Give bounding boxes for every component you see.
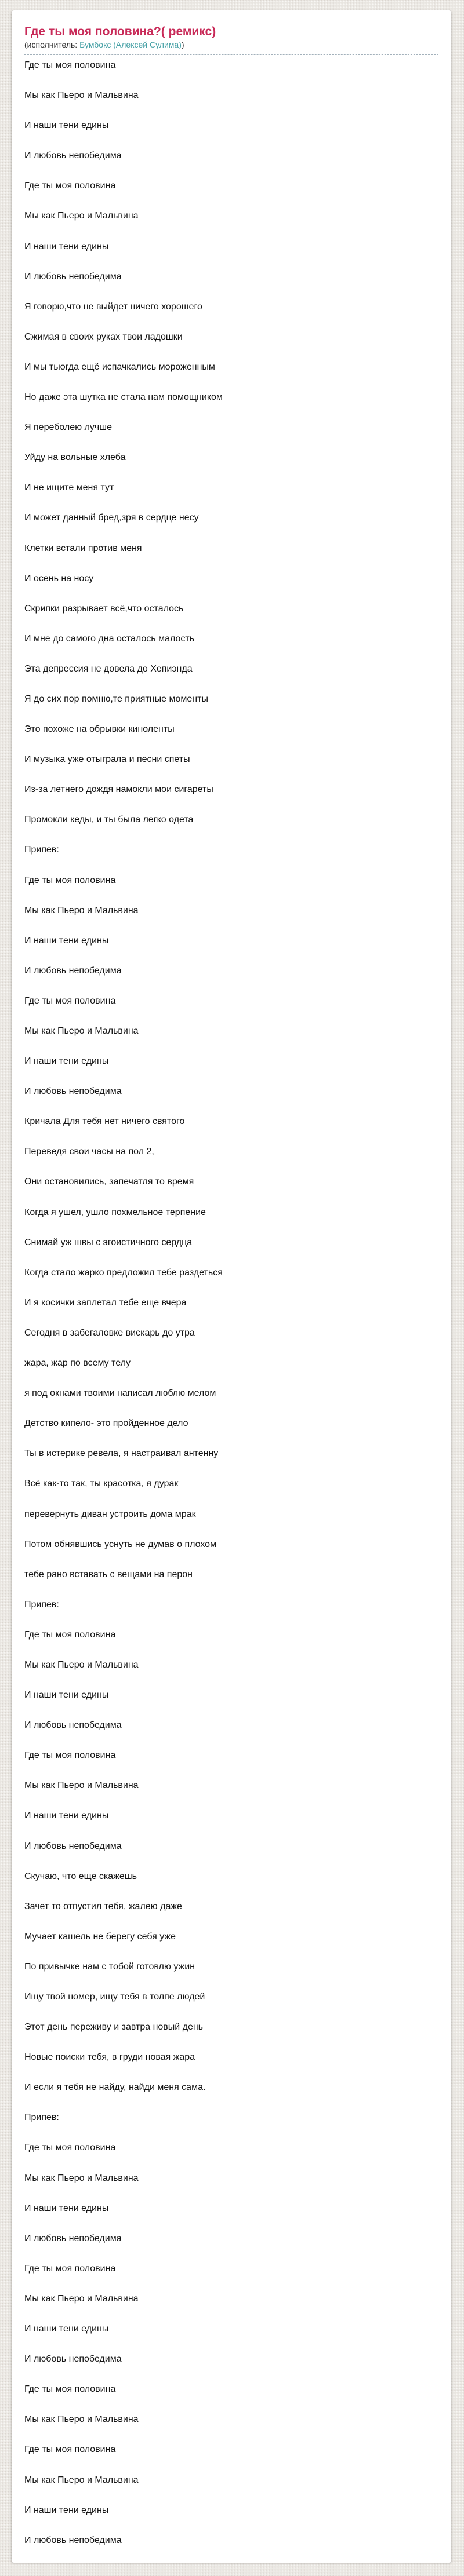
lyric-line: Мы как Пьеро и Мальвина [24,2475,139,2485]
lyric-line: Сегодня в забегаловке вискарь до утра [24,1327,195,1338]
lyric-line: Это похоже на обрывки киноленты [24,724,175,735]
lyric-line: Сжимая в своих руках твои ладошки [24,331,183,342]
artist-line [24,39,438,50]
lyric-line: Уйду на вольные хлеба [24,453,126,463]
lyric-line: Мы как Пьеро и Мальвина [24,211,139,221]
lyric-line: И если я тебя не найду, найди меня сама. [24,2082,206,2093]
lyric-line: И любовь непобедима [24,2535,122,2545]
lyric-line: Из-за летнего дождя намокли мои сигареты [24,785,213,795]
lyric-line: И наши тени едины [24,1690,109,1701]
lyric-line: Снимай уж швы с эгоистичного сердца [24,1237,193,1247]
song-header [24,10,438,55]
lyric-line: И наши тени едины [24,2324,109,2334]
artist-link[interactable]: Бумбокс (Алексей Сулима) [79,40,182,49]
lyric-line: И любовь непобедима [24,965,122,976]
lyric-line: Где ты моя половина [24,875,116,885]
lyric-line: Где ты моя половина [24,995,116,1006]
lyric-line: Когда я ушел, ушло похмельное терпение [24,1207,206,1217]
lyric-line: Они остановились, запечатля то время [24,1177,194,1187]
lyric-line: Мы как Пьеро и Мальвина [24,1780,139,1791]
lyrics-card [12,10,451,2563]
lyric-line: Я говорю,что не выйдет ничего хорошего [24,301,202,312]
lyric-line: И музыка уже отыграла и песни спеты [24,754,190,765]
lyric-line: Мы как Пьеро и Мальвина [24,1026,139,1036]
lyric-line: Где ты моя половина [24,2263,116,2274]
lyric-line: Где ты моя половина [24,2143,116,2153]
lyric-line: По привычке нам с тобой готовлю ужин [24,1961,195,1972]
lyric-line: Промокли кеды, и ты была легко одета [24,815,194,825]
lyric-line: Мы как Пьеро и Мальвина [24,90,139,101]
lyric-line: Я до сих пор помню,те приятные моменты [24,694,208,704]
artist-suffix: ) [181,40,184,49]
lyric-line: Припев: [24,845,59,855]
lyric-line: И не ищите меня тут [24,483,114,493]
lyric-line: Где ты моя половина [24,1629,116,1640]
lyric-line: И наши тени едины [24,1811,109,1821]
lyric-line: И любовь непобедима [24,1086,122,1097]
lyric-line: Детство кипело- это пройденное дело [24,1418,188,1429]
lyric-line: Мы как Пьеро и Мальвина [24,1659,139,1670]
lyric-line: И наши тени едины [24,121,109,131]
lyric-line: Мы как Пьеро и Мальвина [24,2414,139,2425]
lyric-line: Эта депрессия не довела до Хепиэнда [24,663,193,674]
lyric-line: Этот день переживу и завтра новый день [24,2022,204,2033]
lyric-line: Скучаю, что еще скажешь [24,1871,137,1881]
lyric-line: И любовь непобедима [24,151,122,161]
lyric-line: перевернуть диван устроить дома мрак [24,1509,196,1519]
lyric-line: И любовь непобедима [24,1841,122,1851]
lyric-line: Ищу твой номер, ищу тебя в толпе людей [24,1992,205,2002]
lyric-line: Но даже эта шутка не стала нам помощником [24,392,223,403]
lyric-line: Припев: [24,1599,59,1610]
artist-prefix: (исполнитель: [24,40,80,49]
lyric-line: Мучает кашель не берегу себя уже [24,1931,176,1942]
lyric-line: тебе рано вставать с вещами на перон [24,1569,193,1579]
lyric-line: Мы как Пьеро и Мальвина [24,2293,139,2304]
lyric-line: Потом обнявшись уснуть не думав о плохом [24,1539,217,1549]
lyric-line: И наши тени едины [24,1056,109,1067]
lyric-line: Мы как Пьеро и Мальвина [24,2173,139,2183]
lyric-line: Ты в истерике ревела, я настраивал антенну [24,1448,219,1459]
lyric-line: Зачет то отпустил тебя, жалею даже [24,1901,182,1911]
lyric-line: И любовь непобедима [24,2354,122,2365]
lyric-line: я под окнами твоими написал люблю мелом [24,1388,216,1399]
lyric-line: Кричала Для тебя нет ничего святого [24,1116,185,1127]
lyric-line: И наши тени едины [24,935,109,946]
lyric-line: Мы как Пьеро и Мальвина [24,905,139,915]
lyric-line: Скрипки разрывает всё,что осталось [24,603,184,614]
lyric-line: И наши тени едины [24,2203,109,2213]
lyric-line: Где ты моя половина [24,2444,116,2455]
lyric-line: И наши тени едины [24,241,109,251]
lyric-line: Когда стало жарко предложил тебе раздеться [24,1267,223,1278]
song-title: Где ты моя половина?( ремикс) [24,25,216,38]
lyric-line: И мы тыогда ещё испачкались мороженным [24,362,215,372]
lyric-line: Где ты моя половина [24,1750,116,1761]
lyric-line: И любовь непобедима [24,2233,122,2243]
lyric-line: Я переболею лучше [24,422,112,433]
lyrics-text [12,55,451,2546]
lyric-line: Всё как-то так, ты красотка, я дурак [24,1479,179,1489]
lyric-line: Где ты моя половина [24,2384,116,2395]
lyric-line: И любовь непобедима [24,271,122,282]
lyric-line: И может данный бред,зря в сердце несу [24,513,199,523]
lyric-line: И мне до самого дна осталось малость [24,633,195,644]
lyric-line: Где ты моя половина [24,181,116,191]
lyric-line: Где ты моя половина [24,60,116,70]
lyric-line: И осень на носу [24,573,94,583]
lyric-line: жара, жар по всему телу [24,1358,130,1369]
lyric-line: Клетки встали против меня [24,543,142,553]
lyric-line: Переведя свои часы на пол 2, [24,1147,154,1157]
lyric-line: И я косички заплетал тебе еще вчера [24,1297,187,1308]
lyric-line: И наши тени едины [24,2505,109,2515]
lyric-line: И любовь непобедима [24,1720,122,1731]
lyric-line: Новые поиски тебя, в груди новая жара [24,2052,195,2063]
lyric-line: Припев: [24,2112,59,2123]
